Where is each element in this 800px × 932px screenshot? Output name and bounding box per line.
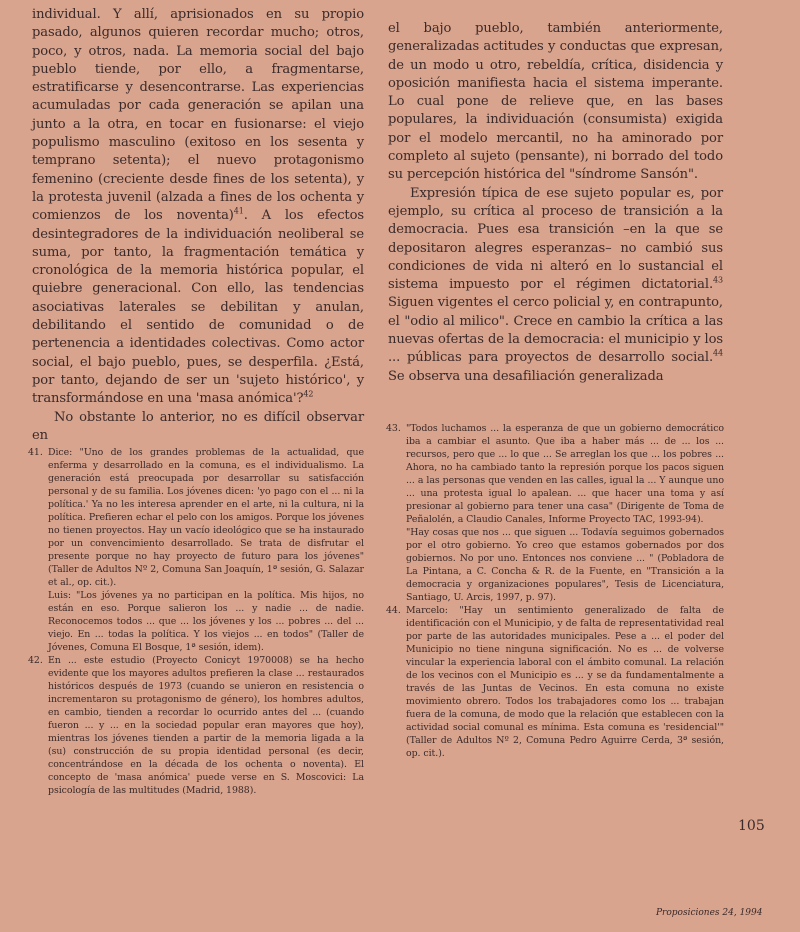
footnote-number: 41. (28, 447, 43, 458)
footnote-text: En ... este estudio (Proyecto Conicyt 1970008) se ha hecho evidente que los mayores adultos prefieren la clase ... restaurados históricos después de 1973 (cuando se unieron en resistencia o incrementaron su protagonismo de género), los hombres adultos, en cambio, tienden a recordar lo ocurrido antes del ... (cuando fueron ... y ... en la sociedad popular eran mayores que hoy), mientras los jóvenes tienden a partir de la memoria ligada a la (su) construcción de su propia identidad personal (es decir, concentrándose en la década de los ochenta o noventa). El concepto de 'masa anómica' puede verse en S. Moscovici: La psicología de las multitudes (Madrid, 1988). (48, 655, 364, 796)
footnote-number (386, 526, 406, 604)
footnotes-left (28, 446, 364, 797)
footnote-text: Dice: "Uno de los grandes problemas de la actualidad, que enferma y desarrollado en la comuna, es el individualismo. La generación está preocupada por desarrollar su satisfacción personal y de su familia. Los jóvenes dicen: 'yo pago con el ... ni la política.' Ya no les interesa aprender en el arte, ni la cultura, ni la política. Prefieren echar el pelo con los amigos. Porque los jóvenes no tienen proyectos. Hay un vacío ideológico que se ha instaurado por un convencimiento desarrollado. Se trata de disfrutar el presente porque no hay proyecto de futuro para los jóvenes" (Taller de Adultos Nº 2, Comuna San Joaquín, 1ª sesión, G. Salazar et al., op. cit.). (48, 447, 364, 588)
footnote-number: 42. (28, 655, 43, 666)
journal-footer: Proposiciones 24, 1994 (656, 908, 763, 918)
footnote (386, 422, 724, 526)
footnote-number (28, 589, 48, 654)
footnotes-right (386, 422, 724, 760)
footnote-text: "Hay cosas que nos ... que siguen ... Todavía seguimos gobernados por el otro gobierno. Yo creo que estamos gobernados por dos gobiernos. No por uno. Entonces nos conviene ... " (Pobladora de La Pintana, a C. Concha & R. de la Fuente, en "Transición a la democracia y organizaciones populares", Tesis de Licenciatura, Santiago, U. Arcis, 1997, p. 97). (406, 527, 724, 603)
body-column-left (32, 6, 364, 445)
footnote (28, 446, 364, 589)
footnote-ref: 44 (713, 348, 723, 358)
body-paragraph: el bajo pueblo, también anteriormente, generalizadas actitudes y conductas que expresan, de un modo u otro, rebeldía, crítica, disidencia y oposición manifiesta hacia el sistema imperante. Lo cual pone de relieve que, en las bases populares, la individuación (consumista) exigida por el modelo mercantil, no ha aminorado por completo al sujeto (pensante), ni borrado del todo su percepción histórica del "síndrome Sansón". (388, 21, 723, 183)
footnote-ref: 43 (713, 275, 723, 285)
footnote (386, 526, 724, 604)
footnote (28, 654, 364, 797)
footnote-text: Marcelo: "Hay un sentimiento generalizado de falta de identificación con el Municipio, y de falta de representatividad real por parte de las autoridades municipales. Pese a ... el poder del Municipio no tiene ninguna significación. No es ... de volverse vincular la experiencia laboral con el ámbito comunal. La relación de los vecinos con el Municipio es ... y se da fundamentalmente a través de las Juntas de Vecinos. En esta comuna no existe movimiento obrero. Todos los trabajadores como los ... trabajan fuera de la comuna, de modo que la relación que establecen con la actividad social comunal es mínima. Esta comuna es 'residencial'" (Taller de Adultos Nº 2, Comuna Pedro Aguirre Cerda, 3ª sesión, op. cit.). (406, 605, 724, 759)
body-column-right (388, 20, 723, 386)
body-paragraph: individual. Y allí, aprisionados en su propio pasado, algunos quieren recordar mucho; otros, poco, y otros, nada. La memoria social del bajo pueblo tiende, por ello, a fragmentarse, estratificarse y desencontrarse. Las experiencias acumuladas por cada generación se apilan una junto a la otra, en tocar en fusionarse: el viejo populismo masculino (exitoso en los sesenta y temprano setenta); el nuevo protagonismo femenino (creciente desde fines de los setenta), y la protesta juvenil (alzada a fines de los ochenta y comienzos de los noventa)$^{41}$. A los efectos desintegradores de la individuación neoliberal se suma, por tanto, la fragmentación temática y cronológica de la memoria histórica popular, el quiebre generacional. Con ello, las tendencias asociativas laterales se debilitan y anulan, debilitando el sentido de comunidad o de pertenencia a identidades colectivas. Como actor social, el bajo pueblo, pues, se desperfila. ¿Está, por tanto, dejando de ser un 'sujeto histórico', y transformándose en una 'masa anómica'?$^{42}$ (32, 7, 364, 407)
footnote-number: 44. (386, 605, 401, 616)
footnote-text: Luis: "Los jóvenes ya no participan en la política. Mis hijos, no están en eso. Porque salieron los ... y nadie ... de nadie. Reconocemos todos ... que ... los jóvenes y los ... pobres ... del ... viejo. En ... todas la política. Y los viejos ... en todos" (Taller de Jóvenes, Comuna El Bosque, 1ª sesión, idem). (48, 590, 364, 653)
footnote (386, 604, 724, 760)
footnote-text: "Todos luchamos ... la esperanza de que un gobierno democrático iba a cambiar el asunto. Que iba a haber más ... de ... los ... recursos, pero que ... lo que ... Se arreglan los que ... los pobres ... Ahora, no ha cambiado tanto la represión porque los pacos siguen ... a las personas que venden en las calles, igual la ... Y aunque uno ... una protesta igual lo apalean. ... que hacer una toma y así presionar al gobierno para tener una casa" (Dirigente de Toma de Peñalolén, a Claudio Canales, Informe Proyecto TAC, 1993-94). (406, 423, 724, 525)
footnote-ref: 41 (233, 206, 244, 216)
body-paragraph: No obstante lo anterior, no es difícil observar en (32, 409, 364, 443)
footnote-number: 43. (386, 423, 401, 434)
footnote (28, 589, 364, 654)
footnote-ref: 42 (303, 389, 314, 399)
body-paragraph: Expresión típica de ese sujeto popular es, por ejemplo, su crítica al proceso de transición a la democracia. Pues esa transición –en la que se depositaron alegres esperanzas– no cambió sus condiciones de vida ni alteró en lo sustancial el sistema impuesto por el régimen dictatorial.$^{43}$ Siguen vigentes el cerco policial y, en contrapunto, el "odio al milico". Crece en cambio la crítica a las nuevas ofertas de la democracia: el municipio y los ... públicas para proyectos de desarrollo social.$^{44}$ Se observa una desafiliación generalizada (388, 185, 723, 384)
page-number: 105 (738, 818, 765, 834)
